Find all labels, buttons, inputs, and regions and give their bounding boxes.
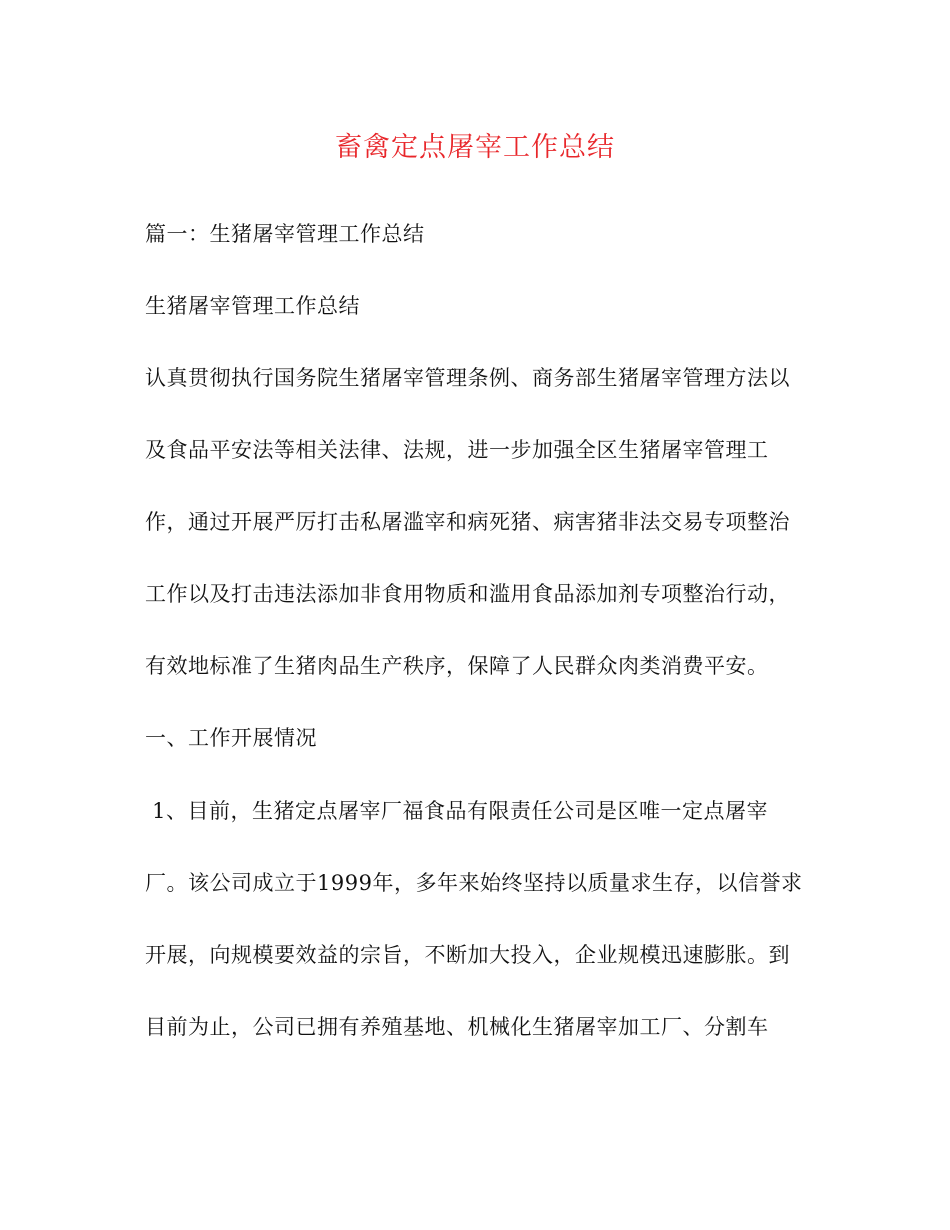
section-heading: 一、工作开展情况: [145, 726, 317, 750]
paragraph-line: 认真贯彻执行国务院生猪屠宰管理条例、商务部生猪屠宰管理方法以: [145, 366, 790, 390]
paragraph-line: 厂。该公司成立于1999年，多年来始终坚持以质量求生存，以信誉求: [145, 871, 803, 895]
section-heading-part-one: 篇一：生猪屠宰管理工作总结: [145, 222, 425, 246]
paragraph-line: 作，通过开展严厉打击私屠滥宰和病死猪、病害猪非法交易专项整治: [145, 510, 790, 534]
paragraph-line: 及食品平安法等相关法律、法规，进一步加强全区生猪屠宰管理工: [145, 438, 769, 462]
document-title: 畜禽定点屠宰工作总结: [335, 132, 615, 163]
paragraph-line: 1、目前，生猪定点屠宰厂福食品有限责任公司是区唯一定点屠宰: [145, 799, 769, 823]
paragraph-line: 有效地标准了生猪肉品生产秩序，保障了人民群众肉类消费平安。: [145, 654, 769, 678]
paragraph-line: 开展，向规模要效益的宗旨，不断加大投入，企业规模迅速膨胀。到: [145, 943, 790, 967]
paragraph-line: 工作以及打击违法添加非食用物质和滥用食品添加剂专项整治行动，: [145, 582, 790, 606]
paragraph-line: 目前为止，公司已拥有养殖基地、机械化生猪屠宰加工厂、分割车: [145, 1015, 769, 1039]
subheading: 生猪屠宰管理工作总结: [145, 294, 360, 318]
